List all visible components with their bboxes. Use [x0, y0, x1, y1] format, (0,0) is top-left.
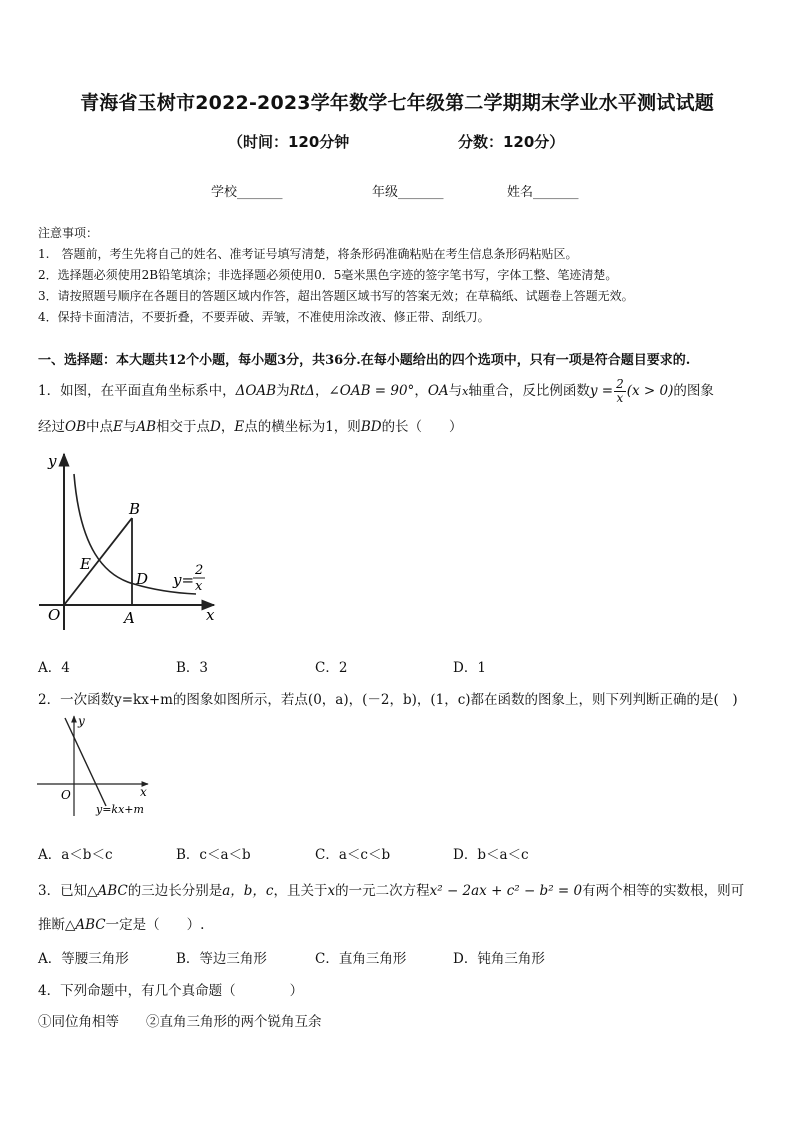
point-a-label: A: [124, 609, 135, 627]
q3-option-b[interactable]: B．等边三角形: [176, 951, 267, 967]
question-4-text: 4．下列命题中，有几个真命题（ ）: [38, 983, 304, 999]
q1-text: 的图象: [673, 383, 714, 399]
q2-option-b[interactable]: B．c＜a＜b: [176, 847, 251, 863]
q1-option-b[interactable]: B．3: [176, 660, 209, 676]
q3-option-d[interactable]: D．钝角三角形: [453, 951, 545, 967]
curve-label-num: 2: [195, 563, 204, 578]
q1-fraction-num: 2: [616, 377, 624, 391]
exam-time: （时间：120分钟: [228, 133, 350, 151]
origin-label: O: [61, 788, 71, 802]
q1-text: 为: [276, 383, 290, 399]
q3-option-c[interactable]: C．直角三角形: [315, 951, 407, 967]
q2-figure: [34, 712, 159, 820]
q1-option-d[interactable]: D．1: [453, 660, 486, 676]
note-item: 2．选择题必须使用2B铅笔填涂；非选择题必须使用0．5毫米黑色字迹的签字笔书写，字体工整、笔迹清楚。: [38, 268, 618, 282]
q1-text: ，: [314, 383, 329, 399]
q1-math-cond: (x > 0): [626, 383, 674, 399]
q2-option-a[interactable]: A．a＜b＜c: [38, 847, 113, 863]
q3-text: 有两个相等的实数根，则可: [582, 883, 745, 899]
q3-text: 的三边长分别是: [127, 883, 223, 899]
q3-math-abc: ABC: [75, 917, 106, 933]
exam-score: 分数：120分）: [458, 133, 565, 151]
y-axis-label: y: [78, 714, 85, 728]
school-field: 学校_______: [211, 185, 283, 200]
q1-text: ，: [220, 419, 235, 435]
q1-math-triangle: ΔOAB: [235, 383, 277, 399]
q3-math-x: x: [327, 883, 336, 899]
linear-function-line: [65, 718, 106, 806]
q3-text: 3．已知△: [38, 883, 98, 899]
q2-option-c[interactable]: C．a＜c＜b: [315, 847, 391, 863]
q1-fraction: [614, 378, 626, 405]
question-3-line-2: [38, 913, 204, 933]
q3-math-abc: ABC: [97, 883, 128, 899]
q1-math-ob: OB: [65, 419, 86, 435]
name-field: 姓名_______: [507, 185, 579, 200]
q3-math-equation: x² − 2ax + c² − b² = 0: [429, 883, 583, 899]
x-axis-label: x: [140, 785, 147, 799]
note-item: 1. 答题前，考生先将自己的姓名、准考证号填写清楚，将条形码准确粘贴在考生信息条形码粘贴区。: [38, 247, 578, 261]
page-title: 青海省玉树市2022-2023学年数学七年级第二学期期末学业水平测试试题: [80, 92, 714, 114]
curve-label: y=: [173, 571, 195, 589]
section-heading: 一、选择题：本大题共12个小题，每小题3分，共36分.在每小题给出的四个选项中，只有一项是符合题目要求的.: [38, 353, 691, 368]
q1-text: 点的横坐标为1，则: [244, 419, 361, 435]
q1-math-ab: AB: [136, 419, 157, 435]
q4-statement-2: ②直角三角形的两个锐角互余: [146, 1014, 322, 1030]
q1-math-d: D: [210, 419, 221, 435]
point-d-label: D: [136, 570, 149, 588]
question-1-line-1: [38, 378, 714, 405]
question-2-text: 2．一次函数y=kx+m的图象如图所示，若点(0，a)，(－2，b)，(1，c)都在函数的图象上，则下列判断正确的是( ): [38, 692, 738, 708]
q3-text: 一定是（ ）.: [105, 917, 205, 933]
origin-label: O: [48, 606, 61, 624]
y-axis-label: y: [48, 452, 57, 470]
q1-math-x: x: [462, 385, 469, 398]
note-item: 3．请按照题号顺序在各题目的答题区域内作答，超出答题区域书写的答案无效；在草稿纸、试题卷上答题无效。: [38, 289, 634, 303]
q1-math-y: y =: [589, 383, 614, 399]
q3-text: ，且关于: [273, 883, 328, 899]
q1-text: 的长（ ）: [381, 419, 463, 435]
q3-text: 的一元二次方程: [335, 883, 430, 899]
q1-text: 经过: [38, 419, 65, 435]
q3-text: 推断△: [38, 917, 76, 933]
q4-statement-1: ①同位角相等: [38, 1014, 119, 1030]
q1-math-bd: BD: [360, 419, 382, 435]
q3-math-vars: a，b，c: [222, 883, 274, 899]
q1-math-e: E: [113, 419, 123, 435]
q1-math-e: E: [234, 419, 245, 435]
point-e-label: E: [80, 555, 91, 573]
q2-option-d[interactable]: D．b＜a＜c: [453, 847, 529, 863]
note-item: 4．保持卡面清洁，不要折叠，不要弄破、弄皱，不准使用涂改液、修正带、刮纸刀。: [38, 310, 490, 324]
q1-text: 1．如图，在平面直角坐标系中，: [38, 383, 236, 399]
segment-ob: [64, 518, 132, 605]
q3-option-a[interactable]: A．等腰三角形: [38, 951, 129, 967]
q1-text: 中点: [86, 419, 113, 435]
curve-label-den: x: [195, 579, 203, 594]
q1-text: 轴重合，反比例函数: [468, 383, 590, 399]
q1-figure: [34, 448, 224, 633]
q1-text: 与: [448, 383, 463, 399]
point-b-label: B: [129, 500, 141, 518]
q1-fraction-den: x: [616, 391, 624, 405]
notes-heading: 注意事项：: [38, 226, 99, 240]
line-label: y=kx+m: [96, 803, 144, 816]
question-1-line-2: [38, 415, 463, 435]
x-axis-label: x: [206, 606, 215, 624]
q1-math-angle: ∠OAB = 90°: [328, 383, 415, 399]
q1-text: 相交于点: [156, 419, 211, 435]
q1-option-a[interactable]: A．4: [38, 660, 70, 676]
q1-math-rt: RtΔ: [289, 383, 315, 399]
q1-text: ，: [414, 383, 428, 399]
q1-math-oa: OA: [427, 383, 449, 399]
question-3-line-1: [38, 879, 744, 899]
grade-field: 年级_______: [372, 185, 444, 200]
q1-option-c[interactable]: C．2: [315, 660, 348, 676]
q1-text: 与: [122, 419, 137, 435]
